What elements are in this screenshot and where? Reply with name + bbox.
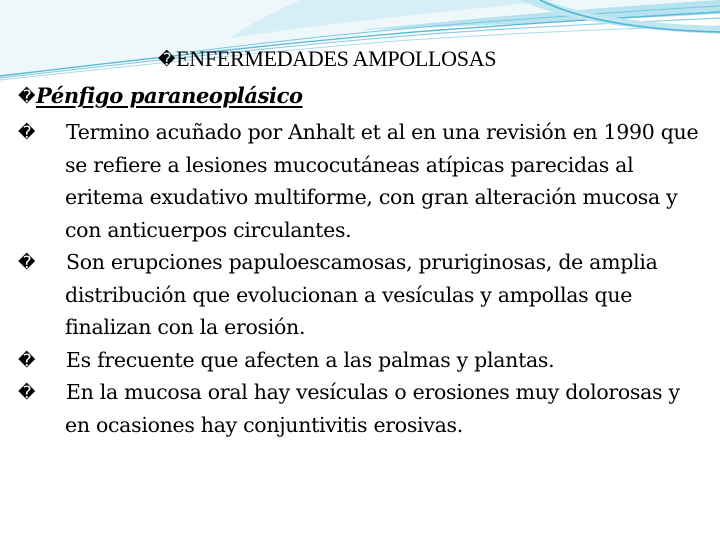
body-paragraph-text: Son erupciones papuloescamosas, pruriginosas, de amplia distribución que evolucionan a vesículas y ampollas que finalizan con la erosión.: [65, 250, 658, 339]
bullet-glyph: �: [18, 123, 36, 143]
body-paragraph: [18, 116, 708, 246]
slide-subtitle-text: Pénfigo paraneoplásico: [36, 83, 303, 108]
bullet-glyph: �: [18, 383, 36, 403]
slide-subtitle: [18, 80, 303, 112]
slide-title: [158, 44, 678, 74]
bullet-glyph: �: [18, 87, 36, 107]
body-paragraph-text: En la mucosa oral hay vesículas o erosiones muy dolorosas y en ocasiones hay conjuntivitis erosivas.: [65, 380, 680, 437]
body-paragraph: [18, 344, 708, 377]
body-paragraph: [18, 376, 708, 441]
bullet-glyph: �: [18, 253, 36, 273]
body-paragraph-text: Es frecuente que afecten a las palmas y plantas.: [66, 347, 555, 372]
bullet-glyph: �: [158, 50, 176, 70]
slide-title-text: ENFERMEDADES AMPOLLOSAS: [176, 46, 497, 71]
bullet-glyph: �: [18, 350, 36, 371]
slide-body: [18, 116, 708, 441]
body-paragraph-text: Termino acuñado por Anhalt et al en una revisión en 1990 que se refiere a lesiones mucocutáneas atípicas parecidas al eritema exudativo multiforme, con gran alteración mucosa y con anticuerpos circulantes.: [65, 120, 699, 242]
body-paragraph: [18, 246, 708, 344]
